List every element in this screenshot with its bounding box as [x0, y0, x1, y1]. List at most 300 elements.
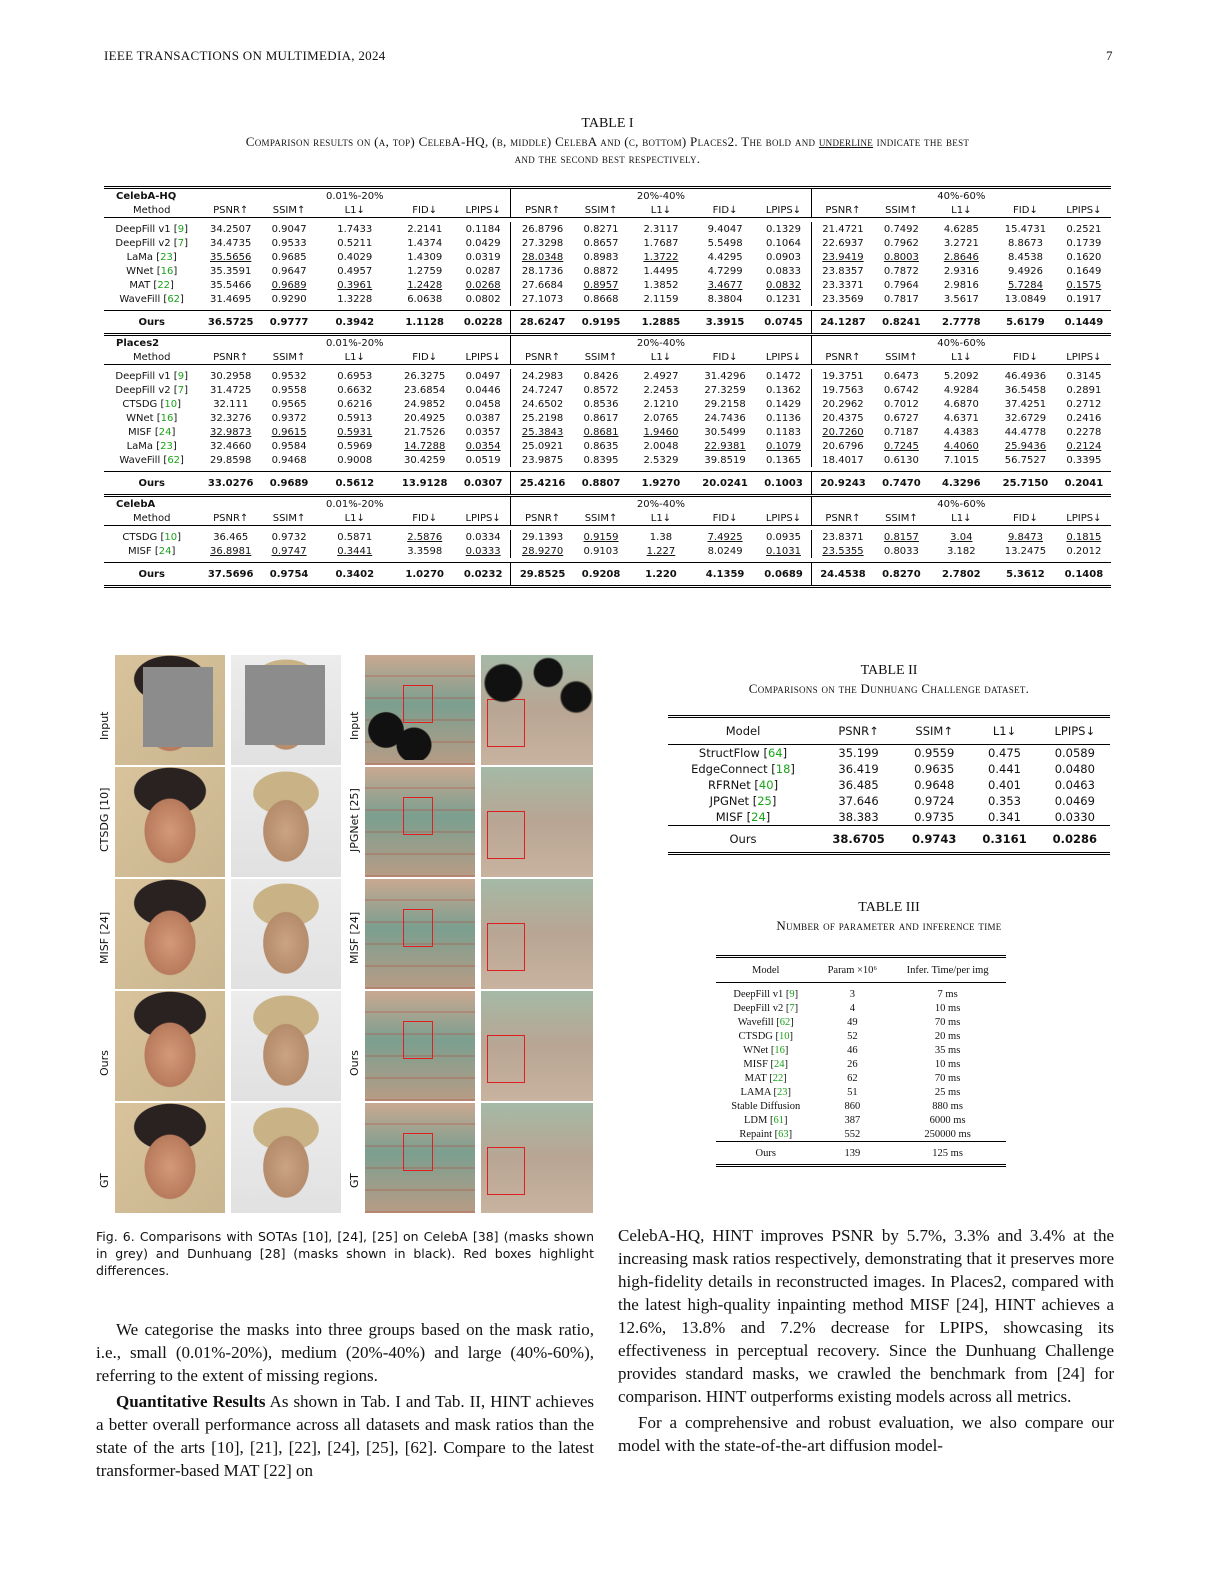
value-cell: 0.6727	[883, 412, 919, 424]
param-cell: 860	[844, 1100, 861, 1112]
value-cell: 2.9316	[943, 265, 979, 277]
metric-header: LPIPS↓	[756, 511, 811, 526]
blank-cell	[994, 335, 1057, 351]
method-cell: CTSDG [10]	[122, 531, 181, 543]
value-cell: 4.4295	[707, 251, 743, 263]
ours-row	[104, 563, 1111, 587]
method-cell: Wavefill [62]	[737, 1016, 794, 1028]
column-header: Infer. Time/per img	[889, 957, 1006, 983]
red-highlight-box	[403, 797, 433, 835]
value-cell: 0.9468	[271, 454, 307, 466]
value-cell: 0.2712	[1066, 398, 1102, 410]
value-cell: 0.9532	[271, 370, 307, 382]
blank-cell	[199, 496, 262, 512]
citation-link[interactable]: 18	[775, 762, 791, 776]
value-cell: 0.5913	[337, 412, 373, 424]
value-cell: 7.1015	[943, 454, 979, 466]
citation-link[interactable]: 64	[767, 746, 783, 760]
value-cell: 29.2158	[704, 398, 746, 410]
value-cell: 37.5696	[199, 563, 262, 587]
ours-row	[668, 826, 1110, 854]
mural-image-1	[365, 879, 475, 989]
value-cell: 0.9743	[899, 826, 969, 854]
table-row	[668, 745, 1110, 762]
citation-link[interactable]: 16	[160, 265, 174, 277]
value-cell: 0.8270	[874, 563, 928, 587]
value-cell: 6.0638	[407, 293, 443, 305]
blank-cell	[874, 188, 928, 204]
value-cell: 0.9732	[271, 531, 307, 543]
table2-header	[668, 717, 1110, 745]
value-cell: 0.9635	[914, 762, 955, 776]
citation-link[interactable]: 16	[160, 412, 174, 424]
right-column-text	[618, 1224, 1114, 1457]
mask-ratio-group: 40%-60%	[928, 188, 994, 204]
value-cell: 0.0745	[756, 311, 811, 335]
figure-row-label-right: Ours	[348, 1050, 361, 1076]
value-cell: 2.5329	[643, 454, 679, 466]
blank-cell	[1057, 335, 1111, 351]
dataset-name: CelebA	[104, 496, 199, 512]
table-row	[716, 983, 1006, 1002]
method-cell: Ours	[104, 472, 199, 496]
method-header: Method	[104, 511, 199, 526]
blank-cell	[811, 496, 874, 512]
ours-cell: 139	[815, 1142, 889, 1166]
method-cell: DeepFill v2 [7]	[733, 1002, 799, 1014]
value-cell: 4.6371	[943, 412, 979, 424]
value-cell: 14.7288	[404, 440, 446, 452]
value-cell: 0.0228	[456, 311, 511, 335]
time-cell: 70 ms	[934, 1016, 961, 1028]
value-cell: 7.4925	[707, 531, 743, 543]
metric-header: FID↓	[994, 511, 1057, 526]
value-cell: 37.4251	[1004, 398, 1047, 410]
value-cell: 23.9419	[822, 251, 864, 263]
value-cell: 0.1003	[756, 472, 811, 496]
citation-link[interactable]: 40	[758, 778, 774, 792]
value-cell: 0.1429	[756, 397, 811, 411]
value-cell: 25.2198	[521, 412, 564, 424]
value-cell: 0.8635	[583, 440, 619, 452]
citation-link[interactable]: 62	[167, 293, 181, 305]
column-header: Model	[716, 957, 815, 983]
citation-link[interactable]: 23	[160, 440, 173, 452]
value-cell: 33.0276	[199, 472, 262, 496]
table-row	[104, 453, 1111, 467]
metric-header: L1↓	[928, 203, 994, 218]
mural-image-2	[481, 767, 593, 877]
value-cell: 0.0458	[456, 397, 511, 411]
value-cell: 8.4538	[1007, 251, 1043, 263]
value-cell: 9.8473	[1007, 531, 1043, 543]
value-cell: 24.7436	[704, 412, 746, 424]
value-cell: 0.8271	[583, 223, 619, 235]
value-cell: 0.6473	[883, 370, 919, 382]
table-row	[104, 439, 1111, 453]
value-cell: 4.1359	[694, 563, 757, 587]
value-cell: 0.4957	[337, 265, 373, 277]
blank-cell	[994, 496, 1057, 512]
method-cell: MISF [24]	[743, 1058, 789, 1070]
citation-link[interactable]: 24	[158, 426, 172, 438]
value-cell: 0.441	[988, 762, 1021, 776]
blank-cell	[756, 335, 811, 351]
value-cell: 20.6796	[822, 440, 864, 452]
blank-cell	[574, 335, 628, 351]
figure-row-label-left: Input	[98, 711, 111, 740]
value-cell: 0.1365	[756, 453, 811, 467]
citation-link[interactable]: 62	[779, 1016, 791, 1028]
method-cell: DeepFill v1 [9]	[115, 223, 188, 235]
table-row	[104, 222, 1111, 236]
method-cell: DeepFill v2 [7]	[115, 237, 188, 249]
table-row	[668, 793, 1110, 809]
value-cell: 15.4731	[1004, 223, 1047, 235]
value-cell: 22.9381	[704, 440, 746, 452]
citation-link[interactable]: 9	[177, 223, 185, 235]
value-cell: 34.2507	[210, 223, 252, 235]
page-number: 7	[1106, 48, 1113, 63]
value-cell: 24.9852	[404, 398, 446, 410]
blank-cell	[756, 496, 811, 512]
table-row	[104, 264, 1111, 278]
value-cell: 32.3276	[210, 412, 252, 424]
value-cell: 0.0354	[456, 439, 511, 453]
citation-link[interactable]: 10	[779, 1030, 790, 1042]
metric-header: L1↓	[316, 511, 393, 526]
param-cell: 49	[847, 1016, 858, 1028]
mural-image-1	[365, 767, 475, 877]
metric-header: PSNR↑	[199, 203, 262, 218]
value-cell: 5.3612	[994, 563, 1057, 587]
value-cell: 0.9159	[583, 531, 619, 543]
value-cell: 0.341	[988, 810, 1021, 824]
face-image-1	[115, 991, 225, 1101]
value-cell: 0.0802	[456, 292, 511, 306]
value-cell: 1.3722	[643, 251, 679, 263]
method-cell: Stable Diffusion	[731, 1100, 801, 1112]
citation-link[interactable]: 7	[177, 384, 185, 396]
blank-cell	[199, 335, 262, 351]
method-cell: MISF [24]	[715, 810, 771, 824]
citation-link[interactable]: 25	[757, 794, 772, 808]
metric-header: LPIPS↓	[1057, 350, 1111, 365]
blank-cell	[393, 496, 456, 512]
blank-cell	[694, 496, 757, 512]
citation-link[interactable]: 63	[778, 1128, 789, 1140]
value-cell: 0.8617	[583, 412, 619, 424]
value-cell: 0.3441	[337, 545, 373, 557]
value-cell: 0.9208	[574, 563, 628, 587]
citation-link[interactable]: 24	[158, 545, 172, 557]
metric-header: LPIPS↓	[756, 203, 811, 218]
value-cell: 5.7284	[1007, 279, 1043, 291]
value-cell: 0.2012	[1066, 545, 1102, 557]
value-cell: 0.9735	[914, 810, 955, 824]
value-cell: 0.9584	[271, 440, 307, 452]
metric-header: SSIM↑	[262, 203, 316, 218]
mask-overlay	[481, 655, 593, 725]
value-cell: 4.6285	[943, 223, 979, 235]
method-cell: EdgeConnect [18]	[691, 762, 795, 776]
table-row	[104, 383, 1111, 397]
value-cell: 0.5612	[316, 472, 393, 496]
ours-cell: Ours	[716, 1142, 815, 1166]
value-cell: 0.9559	[914, 746, 955, 760]
citation-link[interactable]: 9	[789, 988, 795, 1000]
citation-link[interactable]: 10	[164, 531, 178, 543]
value-cell: 2.2141	[407, 223, 443, 235]
value-cell: 25.4216	[511, 472, 574, 496]
time-cell: 10 ms	[934, 1058, 961, 1070]
blank-cell	[511, 188, 574, 204]
value-cell: 32.4660	[210, 440, 252, 452]
face-image-2	[231, 1103, 341, 1213]
metric-header: L1↓	[928, 350, 994, 365]
metric-header: L1↓	[628, 203, 694, 218]
value-cell: 0.7012	[883, 398, 919, 410]
value-cell: 0.1329	[756, 222, 811, 236]
metric-header: L1↓	[316, 203, 393, 218]
value-cell: 1.9270	[628, 472, 694, 496]
value-cell: 2.0765	[643, 412, 679, 424]
value-cell: 0.9558	[271, 384, 307, 396]
left-column-text	[96, 1318, 594, 1482]
mask-ratio-group: 20%-40%	[628, 335, 694, 351]
mask-overlay	[143, 667, 213, 747]
table-row	[104, 292, 1111, 306]
citation-link[interactable]: 62	[167, 454, 181, 466]
metric-header: PSNR↑	[811, 511, 874, 526]
value-cell: 0.0689	[756, 563, 811, 587]
value-cell: 4.9284	[943, 384, 979, 396]
dataset-name: CelebA-HQ	[104, 188, 199, 204]
method-cell: WNet [16]	[126, 265, 178, 277]
metric-header: PSNR↑	[811, 350, 874, 365]
blank-cell	[262, 188, 316, 204]
value-cell: 0.0446	[456, 383, 511, 397]
method-cell: JPGNet [25]	[709, 794, 777, 808]
metric-header: PSNR↑	[511, 350, 574, 365]
metric-header: L1↓	[316, 350, 393, 365]
value-cell: 26.3275	[404, 370, 446, 382]
blank-cell	[994, 188, 1057, 204]
value-cell: 20.4925	[404, 412, 446, 424]
value-cell: 1.220	[628, 563, 694, 587]
table2-caption: Comparisons on the Dunhuang Challenge dataset.	[748, 681, 1030, 696]
citation-link[interactable]: 16	[774, 1044, 785, 1056]
blank-cell	[874, 335, 928, 351]
time-cell: 25 ms	[934, 1086, 961, 1098]
table-row	[716, 1099, 1006, 1113]
metric-header: FID↓	[393, 350, 456, 365]
value-cell: 24.2983	[521, 370, 564, 382]
value-cell: 30.4259	[404, 454, 446, 466]
figure-row-label-right: JPGNet [25]	[348, 788, 361, 852]
table-row	[716, 1029, 1006, 1043]
value-cell: 28.0348	[521, 251, 564, 263]
citation-link[interactable]: 23	[160, 251, 173, 263]
table-row	[104, 425, 1111, 439]
time-cell: 20 ms	[934, 1030, 961, 1042]
citation-link[interactable]: 9	[177, 370, 185, 382]
metric-header: FID↓	[994, 350, 1057, 365]
value-cell: 0.8426	[583, 370, 619, 382]
metric-header: SSIM↑	[874, 511, 928, 526]
citation-link[interactable]: 24	[774, 1058, 785, 1070]
citation-link[interactable]: 22	[772, 1072, 784, 1084]
citation-link[interactable]: 10	[164, 398, 178, 410]
value-cell: 4.4060	[943, 440, 979, 452]
value-cell: 0.3961	[337, 279, 373, 291]
metric-header: FID↓	[694, 511, 757, 526]
value-cell: 1.227	[646, 545, 676, 557]
value-cell: 0.1184	[456, 222, 511, 236]
citation-link[interactable]: 61	[773, 1114, 784, 1126]
mask-ratio-group: 20%-40%	[628, 496, 694, 512]
param-cell: 46	[847, 1044, 858, 1056]
table-row	[104, 397, 1111, 411]
figure-row-label-left: Ours	[98, 1050, 111, 1076]
figure-6	[88, 655, 598, 1211]
method-cell: DeepFill v2 [7]	[115, 384, 188, 396]
value-cell: 0.5931	[337, 426, 373, 438]
value-cell: 44.4778	[1004, 426, 1047, 438]
table1-group-header	[104, 188, 1111, 204]
value-cell: 29.1393	[521, 531, 564, 543]
column-header: Param ×10⁶	[815, 957, 889, 983]
blank-cell	[1057, 496, 1111, 512]
value-cell: 0.8003	[883, 251, 919, 263]
value-cell: 23.8357	[822, 265, 864, 277]
metric-header: SSIM↑	[574, 350, 628, 365]
metric-header: PSNR↑	[199, 350, 262, 365]
value-cell: 4.4383	[943, 426, 979, 438]
value-cell: 0.3145	[1066, 370, 1102, 382]
value-cell: 0.7245	[883, 440, 919, 452]
value-cell: 0.0333	[456, 544, 511, 558]
time-cell: 10 ms	[934, 1002, 961, 1014]
value-cell: 0.0286	[1040, 826, 1110, 854]
mural-image-1	[365, 655, 475, 765]
value-cell: 0.6130	[883, 454, 919, 466]
value-cell: 0.9685	[271, 251, 307, 263]
table-row	[716, 1127, 1006, 1142]
running-header: IEEE TRANSACTIONS ON MULTIMEDIA, 2024	[104, 48, 386, 63]
red-highlight-box	[487, 811, 525, 859]
value-cell: 31.4695	[210, 293, 252, 305]
time-cell: 70 ms	[934, 1072, 961, 1084]
citation-link[interactable]: 24	[751, 810, 766, 824]
value-cell: 13.9128	[393, 472, 456, 496]
value-cell: 3.5617	[943, 293, 979, 305]
table-row	[104, 530, 1111, 544]
value-cell: 5.6179	[994, 311, 1057, 335]
value-cell: 0.0832	[756, 278, 811, 292]
mural-image-2	[481, 1103, 593, 1213]
value-cell: 0.1031	[756, 544, 811, 558]
value-cell: 34.4735	[210, 237, 252, 249]
value-cell: 0.7872	[883, 265, 919, 277]
metric-header: LPIPS↓	[456, 350, 511, 365]
value-cell: 27.3259	[704, 384, 746, 396]
value-cell: 1.0270	[393, 563, 456, 587]
value-cell: 0.7492	[883, 223, 919, 235]
value-cell: 0.4029	[337, 251, 373, 263]
face-image-2	[231, 767, 341, 877]
value-cell: 24.1287	[811, 311, 874, 335]
value-cell: 38.383	[838, 810, 879, 824]
value-cell: 0.1079	[756, 439, 811, 453]
metric-header: FID↓	[694, 350, 757, 365]
value-cell: 2.1210	[643, 398, 679, 410]
citation-link[interactable]: 23	[776, 1086, 788, 1098]
metric-header: SSIM↑	[874, 203, 928, 218]
value-cell: 0.9724	[914, 794, 955, 808]
blank-cell	[874, 496, 928, 512]
blank-cell	[574, 188, 628, 204]
value-cell: 0.5871	[337, 531, 373, 543]
value-cell: 2.8646	[943, 251, 979, 263]
blank-cell	[511, 335, 574, 351]
value-cell: 4.6870	[943, 398, 979, 410]
value-cell: 1.7433	[337, 223, 373, 235]
value-cell: 0.7187	[883, 426, 919, 438]
table2	[668, 715, 1110, 855]
value-cell: 0.0903	[756, 250, 811, 264]
face-image-2	[231, 879, 341, 989]
method-cell: LAMA [23]	[740, 1086, 791, 1098]
table3	[716, 955, 1006, 1167]
value-cell: 36.465	[213, 531, 249, 543]
value-cell: 0.6953	[337, 370, 373, 382]
mural-image-1	[365, 1103, 475, 1213]
value-cell: 0.8572	[583, 384, 619, 396]
citation-link[interactable]: 7	[789, 1002, 795, 1014]
table3-header	[716, 957, 1006, 983]
value-cell: 0.2891	[1066, 384, 1102, 396]
value-cell: 32.9873	[210, 426, 252, 438]
value-cell: 0.9047	[271, 223, 307, 235]
table-row	[668, 809, 1110, 826]
column-header: SSIM↑	[899, 717, 969, 745]
blank-cell	[694, 335, 757, 351]
blank-cell	[393, 188, 456, 204]
value-cell: 0.0268	[456, 278, 511, 292]
value-cell: 0.8157	[883, 531, 919, 543]
method-cell: MISF [24]	[127, 545, 176, 557]
mask-ratio-group: 0.01%-20%	[316, 335, 393, 351]
value-cell: 39.8519	[704, 454, 746, 466]
mask-overlay	[245, 665, 325, 745]
citation-link[interactable]: 22	[157, 279, 171, 291]
citation-link[interactable]: 7	[177, 237, 185, 249]
value-cell: 28.9270	[521, 545, 564, 557]
ours-row	[716, 1142, 1006, 1166]
metric-header: FID↓	[694, 203, 757, 218]
metric-header: LPIPS↓	[1057, 511, 1111, 526]
value-cell: 0.1739	[1066, 237, 1102, 249]
value-cell: 35.199	[838, 746, 879, 760]
value-cell: 0.0497	[456, 369, 511, 383]
value-cell: 4.7299	[707, 265, 743, 277]
value-cell: 3.182	[946, 545, 976, 557]
value-cell: 27.1073	[521, 293, 564, 305]
metric-header: PSNR↑	[199, 511, 262, 526]
value-cell: 19.7563	[822, 384, 864, 396]
blank-cell	[456, 335, 511, 351]
